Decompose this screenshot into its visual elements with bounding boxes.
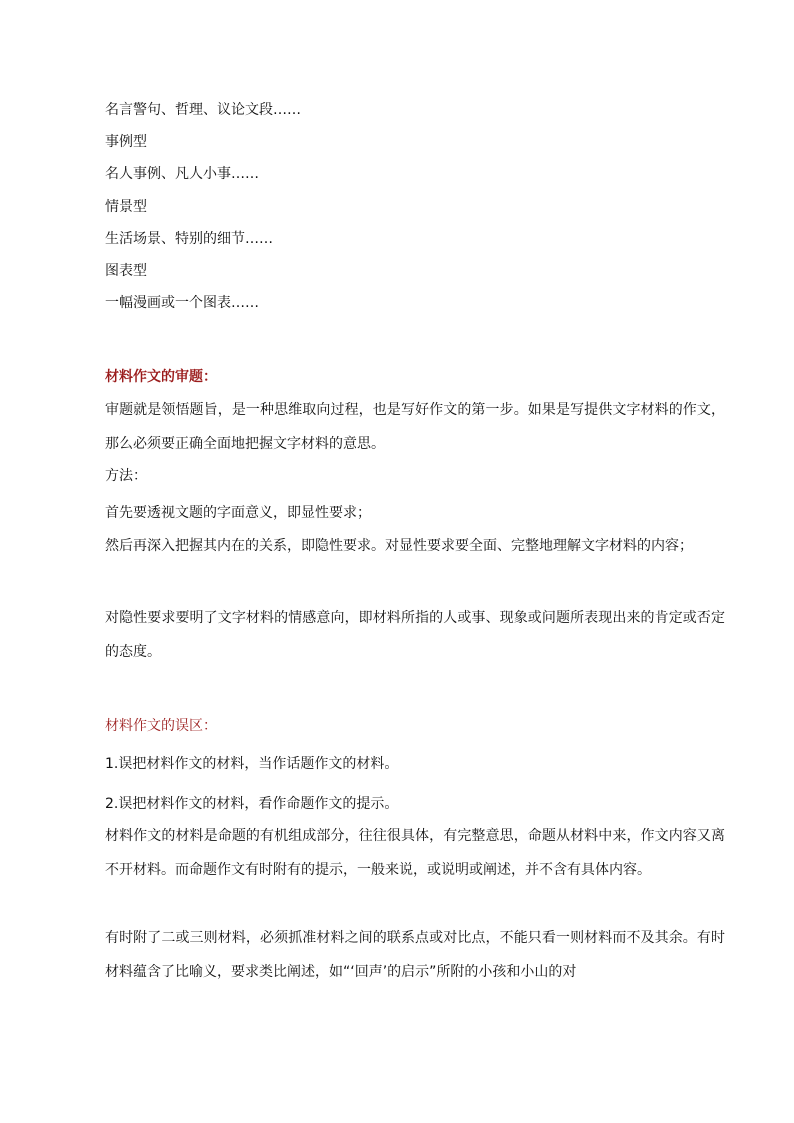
mistakes-paragraph-2: 有时附了二或三则材料，必须抓准材料之间的联系点或对比点，不能只看一则材料而不及其余。有时材料蕴含了比喻义，要求类比阐述，如“‘回声’的启示”所附的小孩和小山的对 xyxy=(105,930,725,980)
review-paragraph-2: 首先要透视文题的字面意义，即显性要求； xyxy=(105,505,371,521)
types-line-7: 一幅漫画或一个图表…… xyxy=(105,295,259,311)
types-line-4: 情景型 xyxy=(105,199,147,215)
review-section-title: 材料作文的审题： xyxy=(105,369,217,385)
review-paragraph-3: 然后再深入把握其内在的关系，即隐性要求。对显性要求要全面、完整地理解文字材料的内容； xyxy=(105,538,693,554)
types-line-6: 图表型 xyxy=(105,263,147,279)
review-paragraph-1: 审题就是领悟题旨，是一种思维取向过程，也是写好作文的第一步。如果是写提供文字材料的作文，那么必须要正确全面地把握文字材料的意思。 xyxy=(105,402,725,452)
types-line-3: 名人事例、凡人小事…… xyxy=(105,166,259,182)
review-paragraph-4: 对隐性要求要明了文字材料的情感意向，即材料所指的人或事、现象或问题所表现出来的肯定或否定的态度。 xyxy=(105,610,725,660)
mistakes-section-title: 材料作文的误区： xyxy=(105,718,217,734)
types-line-5: 生活场景、特别的细节…… xyxy=(105,231,273,247)
types-line-2: 事例型 xyxy=(105,134,147,150)
types-line-1: 名言警句、哲理、议论文段…… xyxy=(105,102,301,118)
mistakes-item-1: 1.误把材料作文的材料，当作话题作文的材料。 xyxy=(105,756,399,772)
mistakes-item-2: 2.误把材料作文的材料，看作命题作文的提示。 xyxy=(105,796,399,812)
mistakes-paragraph-1: 材料作文的材料是命题的有机组成部分，往往很具体，有完整意思，命题从材料中来，作文内容又离不开材料。而命题作文有时附有的提示，一般来说，或说明或阐述，并不含有具体内容。 xyxy=(105,828,725,878)
review-method-label: 方法： xyxy=(105,468,147,484)
